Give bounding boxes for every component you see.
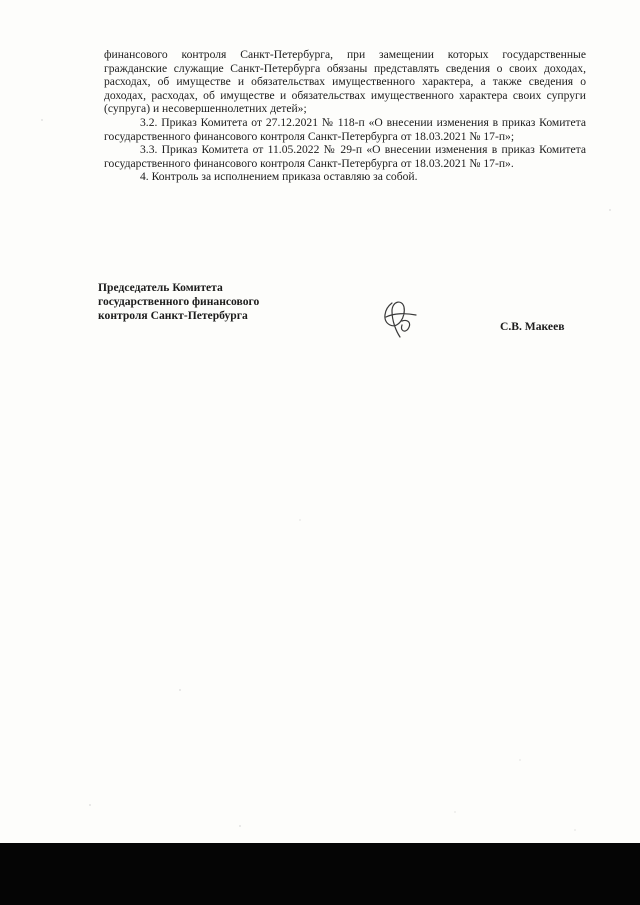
handwritten-signature	[378, 295, 422, 341]
document-body	[104, 48, 586, 184]
paragraph-item-3-2: 3.2. Приказ Комитета от 27.12.2021 № 118-п «О внесении изменения в приказ Комитета государственного финансового контроля Санкт-Петербурга от 18.03.2021 № 17-п»;	[104, 115, 586, 143]
signer-name: С.В. Макеев	[500, 320, 565, 333]
signer-position-line: контроля Санкт-Петербурга	[98, 309, 248, 322]
paragraph-item-4: 4. Контроль за исполнением приказа оставляю за собой.	[140, 170, 418, 184]
signer-position-line: Председатель Комитета	[98, 281, 223, 294]
signer-position	[98, 281, 298, 323]
scan-border-bottom	[0, 843, 640, 905]
paragraph-continuation: финансового контроля Санкт-Петербурга, при замещении которых государственные гражданские служащие Санкт-Петербурга обязаны представлять сведения о своих доходах, расходах, об имуществе и обязательствах имущественного характера, а также сведения о доходах, расходах, об имуществе и обязательствах имущественного характера своих супруги (супруга) и несовершеннолетних детей»;	[104, 48, 586, 116]
paragraph-item-3-3: 3.3. Приказ Комитета от 11.05.2022 № 29-п «О внесении изменения в приказ Комитета государственного финансового контроля Санкт-Петербурга от 18.03.2021 № 17-п».	[104, 143, 586, 170]
signer-position-line: государственного финансового	[98, 295, 260, 308]
